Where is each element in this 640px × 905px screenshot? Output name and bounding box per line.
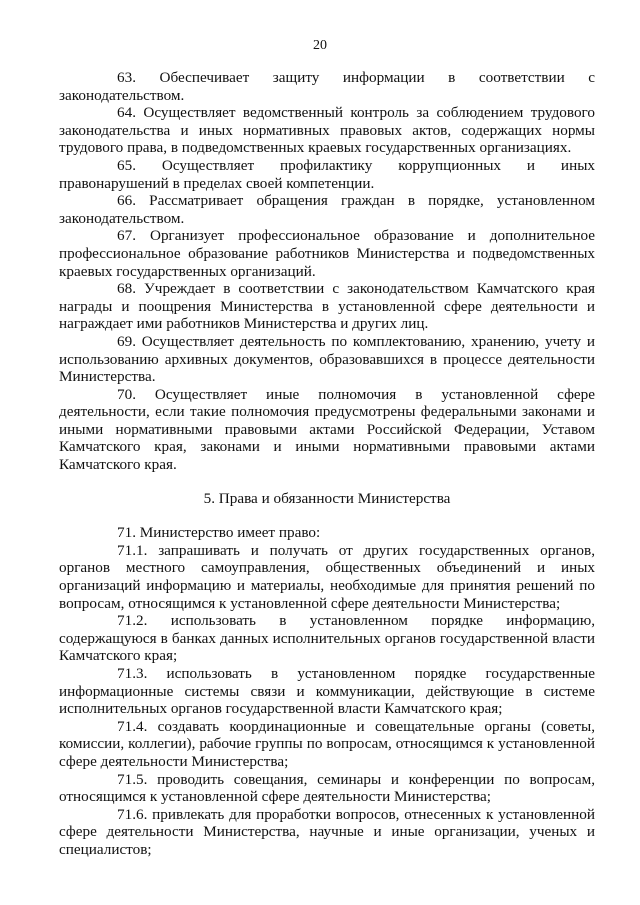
paragraph-67: 67. Организует профессиональное образование и дополнительное профессиональное образование работников Министерства и подведомственных краевых государственных организаций.	[59, 227, 595, 280]
paragraph-68: 68. Учреждает в соответствии с законодательством Камчатского края награды и поощрения Министерства в установленной сфере деятельности и награждает ими работников Министерства и других лиц.	[59, 280, 595, 333]
paragraph-71-3: 71.3. использовать в установленном порядке государственные информационные системы связи и коммуникации, действующие в системе исполнительных органов государственной власти Камчатского края;	[59, 665, 595, 718]
paragraph-71-2: 71.2. использовать в установленном порядке информацию, содержащуюся в банках данных исполнительных органов государственной власти Камчатского края;	[59, 612, 595, 665]
paragraph-69: 69. Осуществляет деятельность по комплектованию, хранению, учету и использованию архивных документов, образовавшихся в процессе деятельности Министерства.	[59, 332, 595, 386]
paragraph-71-5: 71.5. проводить совещания, семинары и конференции по вопросам, относящимся к установленной сфере деятельности Министерства;	[59, 770, 595, 806]
paragraph-71-1: 71.1. запрашивать и получать от других государственных органов, органов местного самоуправления, общественных объединений и иных организаций информацию и материалы, необходимые для принятия решений по вопросам, относящимся к установленной сфере деятельности Министерства;	[59, 541, 595, 612]
paragraph-70: 70. Осуществляет иные полномочия в установленной сфере деятельности, если такие полномочия предусмотрены федеральными законами и иными нормативными правовыми актами Российской Федерации, Уставом Камчатского края, законами и иными нормативными правовыми актами Камчатского края.	[59, 385, 595, 474]
paragraph-65: 65. Осуществляет профилактику коррупционных и иных правонарушений в пределах своей компетенции.	[59, 156, 595, 192]
paragraph-71-6: 71.6. привлекать для проработки вопросов, отнесенных к установленной сфере деятельности Министерства, научные и иные организации, ученых и специалистов;	[59, 805, 595, 858]
paragraph-64: 64. Осуществляет ведомственный контроль за соблюдением трудового законодательства и иных нормативных правовых актов, содержащих нормы трудового права, в подведомственных краевых государственных организациях.	[59, 104, 595, 157]
page-number: 20	[313, 38, 327, 53]
paragraph-66: 66. Рассматривает обращения граждан в порядке, установленном законодательством.	[59, 192, 595, 227]
section-heading: 5. Права и обязанности Министерства	[203, 489, 451, 507]
paragraph-63: 63. Обеспечивает защиту информации в соответствии с законодательством.	[59, 69, 595, 104]
document-body	[59, 69, 595, 859]
paragraph-71: 71. Министерство имеет право:	[117, 524, 321, 542]
paragraph-71-4: 71.4. создавать координационные и совещательные органы (советы, комиссии, коллегии), рабочие группы по вопросам, относящимся к установленной сфере деятельности Министерства;	[59, 717, 595, 770]
